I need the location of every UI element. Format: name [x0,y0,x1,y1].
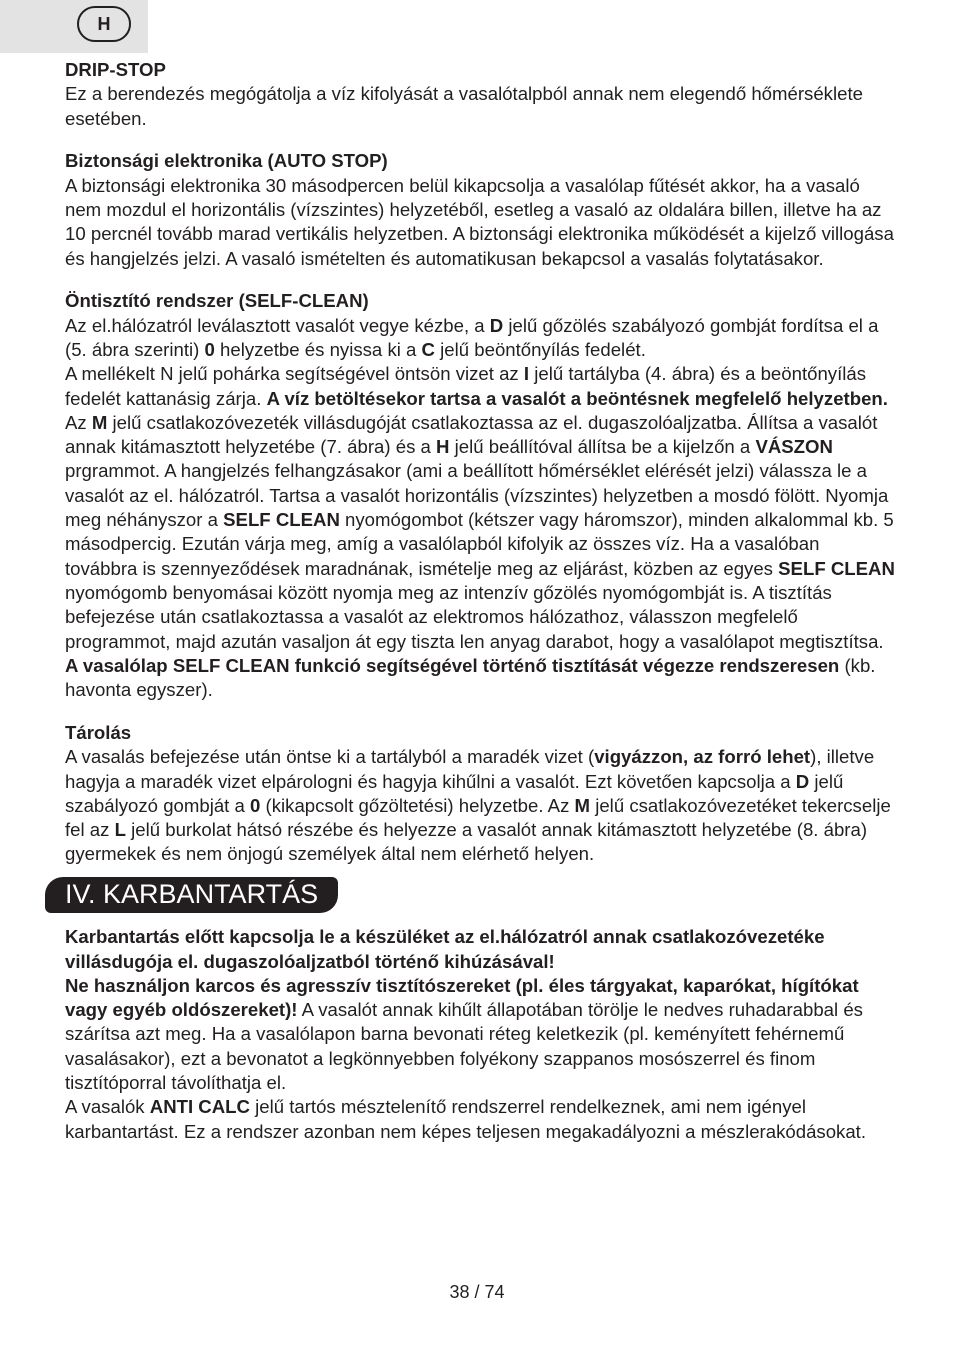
section-auto-stop [65,149,895,270]
section-paragraph: A mellékelt N jelű pohárka segítségével öntsön vizet az I jelű tartályba (4. ábra) és a beöntőnyílás fedelét kattanásig zárja. A víz betöltésekor tartsa a vasalót a beöntésnek megfelelő helyzetben. Az M jelű csatlakozóvezeték villásdugóját csatlakoztassa az el. dugaszolóaljzatba. Állítsa a vasalót annak kitámasztott helyzetébe (7. ábra) és a H jelű beállítóval állítsa be a kijelzőn a VÁSZON prgrammot. A hangjelzés felhangzásakor (ami a beállított hőmérséklet elérését jelzi) válassza le a vasalót az el. hálózatról. Tartsa a vasalót horizontális (vízszintes) helyzetben a mosdó fölött. Nyomja meg néhányszor a SELF CLEAN nyomógombot (kétszer vagy háromszor), minden alkalommal kb. 5 másodpercig. Ezután várja meg, amíg a vasalólapból kifolyik az összes víz. Ha a vasalóban továbbra is szennyeződések maradnának, ismételje meg az eljárást, közben az egyes SELF CLEAN nyomógomb benyomásai között nyomja meg az intenzív gőzölés nyomógombját is. A tisztítás befejezése után csatlakoztassa a vasalót az elektromos hálózathoz, válasszon megfelelő programmot, majd azután vasaljon át egy tiszta len anyag darabot, hogy a vasalólapot megtisztítsa. A vasalólap SELF CLEAN funkció segítségével történő tisztítását végezze rendszeresen (kb. havonta egyszer). [65,363,895,701]
page-content [65,58,895,1162]
section-storage [65,721,895,867]
section-paragraph: A vasalás befejezése után öntse ki a tartályból a maradék vizet (vigyázzon, az forró lehet), illetve hagyja a maradék vizet elpárologni és hagyja kihűlni a vasalót. Ezt követően kapcsolja a D jelű szabályozó gombját a 0 (kikapcsolt gőzöltetési) helyzetbe. Az M jelű csatlakozóvezetéket tekercselje fel az L jelű burkolat hátsó részébe és helyezze a vasalót annak kitámasztott helyzetébe (8. ábra) gyermekek és nem önjogú személyek által nem elérhető helyen. [65,746,891,865]
section-title: Biztonsági elektronika (AUTO STOP) [65,150,388,172]
section-title: DRIP-STOP [65,59,166,80]
section-self-clean [65,289,895,702]
warning-text: Karbantartás előtt kapcsolja le a készüléket az el.hálózatról annak csatlakozóvezetéke villásdugója el. dugaszolóaljzatból történő kihúzásával! [65,926,825,972]
section-text: A biztonsági elektronika 30 másodpercen belül kikapcsolja a vasalólap fűtését akkor, ha a vasaló nem mozdul el horizontális (vízszintes) helyzetéből, esetleg a vasaló az oldalára billen, illetve ha az 10 percnél tovább marad vertikális helyzetben. A biztonsági elektronika működését a kijelző villogása és hangjelzés jelzi. A vasaló ismételten és automatikusan bekapcsol a vasalás folytatásakor. [65,174,894,269]
section-text: Ez a berendezés megógátolja a víz kifolyását a vasalótalpból annak nem elegendő hőmérséklete esetében. [65,83,863,129]
page-number: 38 / 74 [449,1282,505,1302]
language-badge: H [77,6,131,42]
section-maintenance [65,925,895,1144]
section-title: Tárolás [65,721,132,743]
section-paragraph: Ne használjon karcos és agresszív tisztítószereket (pl. éles tárgyakat, kaparókat, hígítókat vagy egyéb oldószereket)! A vasalót annak kihűlt állapotában törölje le nedves ruhadarabbal és szárítsa azt meg. Ha a vasalólapon barna bevonati réteg keletkezik (pl. keményített fehérnemű vasalásakor), ezt a bevonatot a legkönnyebben folyékony szappanos mosószerrel és finom tisztítóporral távolíthatja el. [65,974,863,1093]
section-title: Öntisztító rendszer (SELF-CLEAN) [65,290,369,312]
chapter-heading: IV. KARBANTARTÁS [45,877,338,913]
section-paragraph: Az el.hálózatról leválasztott vasalót vegye kézbe, a D jelű gőzölés szabályozó gombját fordítsa el a (5. ábra szerinti) 0 helyzetbe és nyissa ki a C jelű beöntőnyílás fedelét. [65,314,879,360]
section-paragraph: A vasalók ANTI CALC jelű tartós mésztelenítő rendszerrel rendelkeznek, ami nem igényel karbantartást. Ez a rendszer azonban nem képes teljesen megakadályozni a mészlerakódásokat. [65,1096,867,1142]
section-drip-stop [65,58,895,131]
language-tab [0,0,148,53]
